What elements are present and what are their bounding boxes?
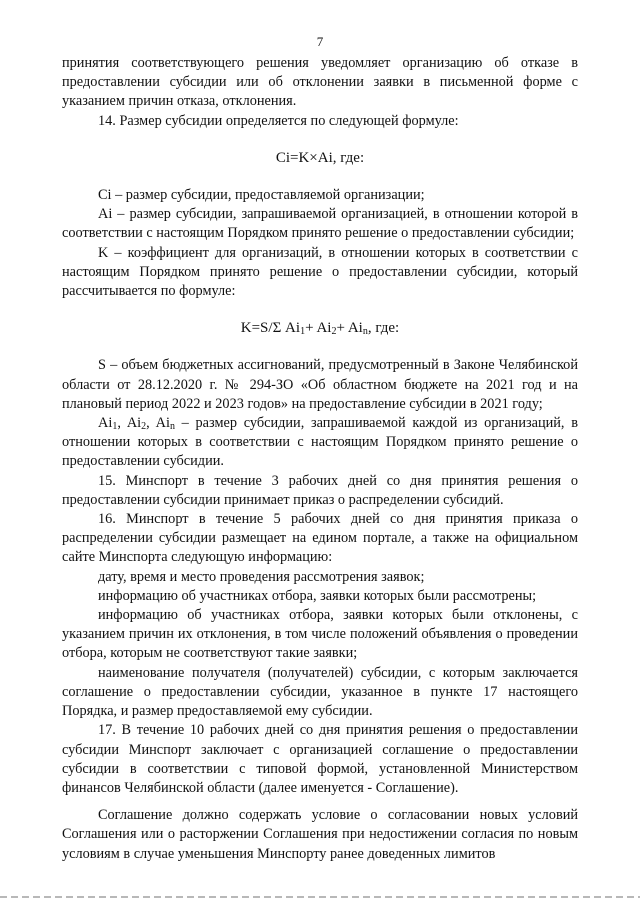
definition-k: K – коэффициент для организаций, в отношении которых в соответствии с настоящим Порядком принято решение о предоставлении субсидии, который рассчитывается по формуле: <box>62 244 578 300</box>
scan-edge-artifact <box>0 896 640 898</box>
formula-k-sub2: 2 <box>331 326 337 338</box>
ai-sub-2: 2 <box>141 421 147 433</box>
paragraph-14: 14. Размер субсидии определяется по следующей формуле: <box>98 112 459 129</box>
formula-k-mid1: + Ai <box>305 320 332 337</box>
ai-definition-text: – размер субсидии, запрашиваемой каждой из организаций, в отношении которых в соответствии с настоящим Порядком принято решение о предоставлении субсидии. <box>62 415 578 470</box>
formula-k-sub1: 1 <box>300 326 306 338</box>
paragraph-17: 17. В течение 10 рабочих дней со дня принятия решения о предоставлении субсидии Минспорт заключает с организацией соглашение о предоставлении субсидии в соответствии с типовой формой, установленной Министерством финансов Челябинской области (далее именуется - Соглашение). <box>62 722 578 796</box>
page-number: 7 <box>316 34 324 49</box>
definition-ai: Ai – размер субсидии, запрашиваемой организацией, в отношении которой в соответствии с настоящим Порядком принято решение о предоставлении субсидии; <box>62 206 578 242</box>
definition-ci: Ci – размер субсидии, предоставляемой организации; <box>98 187 425 204</box>
info-item-recipient: наименование получателя (получателей) субсидии, с которым заключается соглашение о предоставлении субсидии, указанное в пункте 17 настоящего Порядка, и размер предоставляемой ему субсидии. <box>62 664 578 720</box>
formula-ci: Ci=K×Ai, где: <box>275 149 365 166</box>
paragraph-refusal-notice: принятия соответствующего решения уведомляет организацию об отказе в предоставлении субсидии или об отклонении заявки в письменной форме с указанием причин отказа, отклонения. <box>62 55 578 110</box>
ai-sub-1: 1 <box>112 421 118 433</box>
document-body <box>62 54 578 864</box>
paragraph-15: 15. Минспорт в течение 3 рабочих дней со дня принятия решения о предоставлении субсидии принимает приказ о распределении субсидий. <box>62 472 578 508</box>
definition-ai-n <box>62 414 578 472</box>
formula-k-prefix: K=S/Σ Ai <box>240 320 301 337</box>
info-item-rejected: информацию об участниках отбора, заявки которых были отклонены, с указанием причин их отклонения, в том числе положений объявления о проведении отбора, которым не соответствуют такие заявки; <box>62 607 578 662</box>
ai-label-n: , Ai <box>146 415 170 432</box>
formula-k-suffix: , где: <box>367 320 400 337</box>
formula-k-mid2: + Ai <box>336 320 363 337</box>
paragraph-agreement-conditions: Соглашение должно содержать условие о согласовании новых условий Соглашения или о расторжении Соглашения при недостижении согласия по новым условиям в случае уменьшения Минспорту ранее доведенных лимитов <box>62 807 578 862</box>
info-item-reviewed: информацию об участниках отбора, заявки которых были рассмотрены; <box>98 587 537 604</box>
ai-label-2: , Ai <box>117 415 142 432</box>
ai-sub-n: n <box>169 421 175 433</box>
formula-k <box>62 319 578 338</box>
info-item-date: дату, время и место проведения рассмотрения заявок; <box>98 568 425 585</box>
paragraph-16: 16. Минспорт в течение 5 рабочих дней со дня принятия приказа о распределении субсидии размещает на едином портале, а также на официальном сайте Минспорта следующую информацию: <box>62 511 578 566</box>
formula-k-subn: n <box>362 326 368 338</box>
ai-label-1: Ai <box>98 415 113 432</box>
definition-s: S – объем бюджетных ассигнований, предусмотренный в Законе Челябинской области от 28.12.2020 г. № 294-ЗО «Об областном бюджете на 2021 год и на плановый период 2022 и 2023 годов» на предоставление субсидии в 2021 году; <box>62 357 578 412</box>
